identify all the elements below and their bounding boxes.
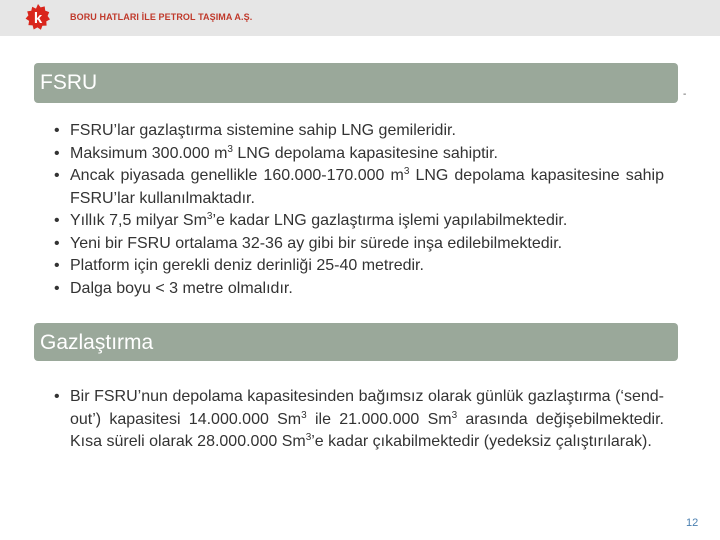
- fsru-bullet-list: [54, 120, 664, 300]
- page-number: 12: [686, 517, 699, 529]
- bullet-item: • Yıllık 7,5 milyar Sm$^3$’e kadar LNG gazlaştırma işlemi yapılabilmektedir.: [54, 210, 664, 233]
- gazlastirma-bullet-list: [54, 386, 664, 454]
- slide-marker: -: [683, 89, 687, 100]
- company-name: BORU HATLARI İLE PETROL TAŞIMA A.Ş.: [70, 12, 253, 22]
- bullet-item: • Platform için gerekli deniz derinliği 25-40 metredir.: [54, 255, 664, 278]
- company-logo: [24, 4, 52, 32]
- section-title-fsru: FSRU: [34, 63, 678, 103]
- bullet-item: • Ancak piyasada genellikle 160.000-170.000 $m^3$ LNG depolama kapasitesine sahip FSRU’lar kullanılmaktadır.: [54, 165, 664, 210]
- bullet-item: • Yeni bir FSRU ortalama 32-36 ay gibi bir sürede inşa edilebilmektedir.: [54, 233, 664, 256]
- header-bar: [0, 0, 720, 36]
- bullet-item: • Bir FSRU’nun depolama kapasitesinden bağımsız olarak günlük gazlaştırma (‘send-out’) kapasitesi 14.000.000 Sm$^3$ ile 21.000.000 Sm$^3$ arasında değişebilmektedir. Kısa süreli olarak 28.000.000 Sm$^3$’e kadar çıkabilmektedir (yedeksiz çalıştırılarak).: [54, 386, 664, 454]
- section-title-gazlastirma: Gazlaştırma: [34, 323, 678, 361]
- bullet-item: • Dalga boyu < 3 metre olmalıdır.: [54, 278, 664, 301]
- svg-text:k: k: [33, 10, 43, 27]
- bullet-item: • Maksimum 300.000 $m^3$ LNG depolama kapasitesine sahiptir.: [54, 143, 664, 166]
- bullet-item: • FSRU’lar gazlaştırma sistemine sahip LNG gemileridir.: [54, 120, 664, 143]
